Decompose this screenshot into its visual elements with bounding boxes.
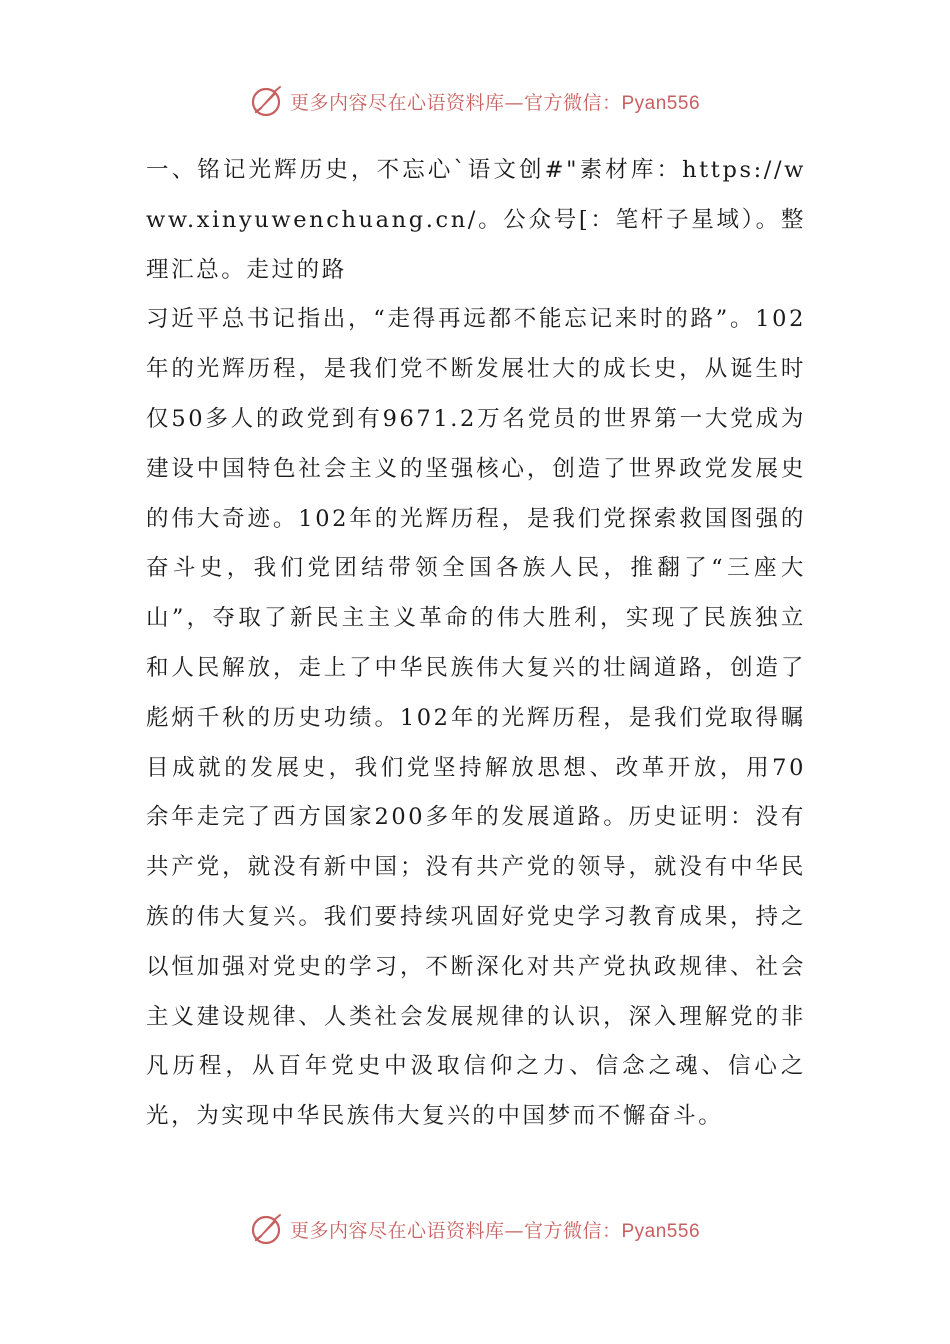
banner-wechat-id: Pyan556 [621,1220,701,1242]
document-body [146,146,806,1142]
quill-pen-logo-icon [250,1212,284,1246]
banner-text [290,1216,700,1243]
footer-banner [0,1212,950,1246]
banner-text-cn: 更多内容尽在心语资料库—官方微信： [289,1219,622,1242]
banner-wechat-id: Pyan556 [621,92,701,114]
banner-text-cn: 更多内容尽在心语资料库—官方微信： [289,91,622,114]
paragraph-intro: 一、铭记光辉历史，不忘心`语文创#"素材库：https://www.xinyuwenchuang.cn/。公众号[：笔杆子星域）。整理汇总。走过的路 [146,157,806,283]
banner-text [290,88,700,115]
header-banner [0,84,950,118]
quill-pen-logo-icon [250,84,284,118]
paragraph-main: 习近平总书记指出，“走得再远都不能忘记来时的路”。102年的光辉历程，是我们党不断发展壮大的成长史，从诞生时仅50多人的政党到有9671.2万名党员的世界第一大党成为建设中国特色社会主义的坚强核心，创造了世界政党发展史的伟大奇迹。102年的光辉历程，是我们党探索救国图强的奋斗史，我们党团结带领全国各族人民，推翻了“三座大山”，夺取了新民主主义革命的伟大胜利，实现了民族独立和人民解放，走上了中华民族伟大复兴的壮阔道路，创造了彪炳千秋的历史功绩。102年的光辉历程，是我们党取得瞩目成就的发展史，我们党坚持解放思想、改革开放，用70余年走完了西方国家200多年的发展道路。历史证明：没有共产党，就没有新中国；没有共产党的领导，就没有中华民族的伟大复兴。我们要持续巩固好党史学习教育成果，持之以恒加强对党史的学习，不断深化对共产党执政规律、社会主义建设规律、人类社会发展规律的认识，深入理解党的非凡历程，从百年党史中汲取信仰之力、信念之魂、信心之光，为实现中华民族伟大复兴的中国梦而不懈奋斗。 [146,306,806,1130]
